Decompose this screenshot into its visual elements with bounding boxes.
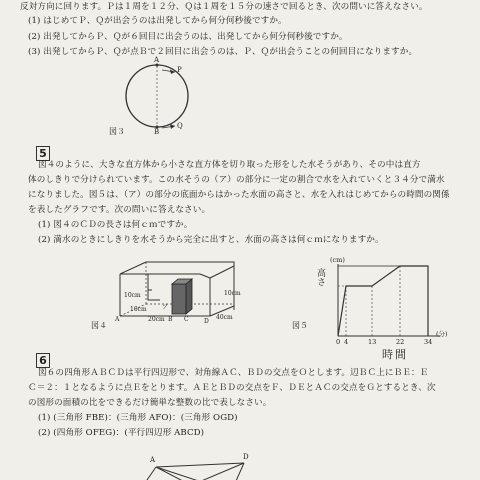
q4-line-0: 反対方向に回ります。Ｐは１周を１２分、Ｑは１周を１５分の速さで回るとき、次の問いに答えなさい。: [20, 2, 428, 12]
fig6-point-d: D: [243, 453, 249, 461]
graph-tick-4: 4: [344, 338, 349, 346]
q5-line-4: (1) 図４のＣＤの長さは何ｃｍですか。: [38, 220, 193, 230]
fig4-point-c: C: [184, 316, 189, 323]
graph-tick-13: 13: [368, 338, 377, 346]
graph-x-unit: (分): [436, 330, 448, 338]
q6-line-4: (2) (四角形 OFEG)：(平行四辺形 ABCD): [38, 428, 205, 438]
graph-tick-0: 0: [336, 338, 341, 346]
figure-4-caption: 図４: [91, 321, 107, 330]
q5-line-5: (2) 満水のときにしきりを水そうから完全に出すと、水面の高さは何ｃｍになりますか。: [38, 235, 384, 245]
fig4-dim-1: 10cm: [124, 292, 141, 299]
q5-line-3: を表したグラフです。次の問いに答えなさい。: [28, 205, 211, 215]
q5-number-box: 5: [36, 146, 50, 161]
q5-line-2: になりました。図５は、（ア）の部分の底面からはかった水面の高さと、水を入れはじめてからの時間の関係: [28, 190, 450, 200]
graph-tick-22: 22: [396, 338, 405, 346]
fig4-part-label: ア: [162, 304, 169, 311]
figure-5-caption: 図５: [292, 321, 308, 330]
figure-3-caption: 図３: [109, 127, 125, 136]
graph-y-unit: (cm): [330, 256, 345, 264]
fig4-point-b: B: [168, 316, 173, 323]
q4-line-3: (3) 出発してからＰ、Ｑが点Ｂで２回目に出会うのは、Ｐ、Ｑが出会うことの何回目になりますか。: [28, 47, 418, 57]
q6-number-box: 6: [36, 353, 50, 368]
fig4-point-a: A: [115, 316, 120, 323]
q5-line-1: 体のしきりで分けられています。この水そうの（ア）の部分に一定の割合で水を入れていくと３４分で満水: [28, 175, 445, 185]
graph-tick-34: 34: [424, 338, 433, 346]
point-b-label: B: [154, 128, 160, 136]
q6-line-2: の図形の面積の比をできるだけ簡単な整数の比で表しなさい。: [28, 398, 272, 408]
point-q-label: Q: [177, 122, 183, 130]
point-p-label: P: [177, 66, 182, 74]
fig6-point-a: A: [150, 456, 156, 464]
q6-line-3: (1) (三角形 FBE)：(三角形 AFO)：(三角形 OGD): [38, 413, 238, 423]
q4-line-1: (1) はじめてＰ、Ｑが出会うのは出発してから何分何秒後ですか。: [28, 16, 287, 26]
point-a-label: A: [154, 56, 160, 64]
fig4-dim-3: 20cm: [148, 316, 165, 323]
fig4-dim-4: 40cm: [216, 314, 233, 321]
graph-y-label: 高さ: [315, 268, 325, 286]
fig4-dim-2: 10cm: [130, 306, 147, 313]
fig4-point-d: D: [204, 318, 209, 325]
fig4-dim-5: 10cm: [224, 290, 241, 297]
q6-line-0: 図６の四角形ＡＢＣＤは平行四辺形で、対角線ＡＣ、ＢＤの交点をＯとします。辺ＢＣ上にＢＥ：Ｅ: [38, 368, 429, 378]
q5-line-0: 図４のように、大きな直方体から小さな直方体を切り取った形をした水そうがあり、その中は直方: [38, 160, 421, 170]
q6-line-1: Ｃ＝２：１となるように点Ｅをとります。ＡＥとＢＤの交点をＦ、ＤＥとＡＣの交点をＧとするとき、次: [28, 383, 436, 393]
graph-x-label: 時間: [382, 348, 408, 361]
q4-line-2: (2) 出発してからＰ、Ｑが６回目に出会うのは、出発してから何分何秒後ですか。: [28, 32, 348, 42]
